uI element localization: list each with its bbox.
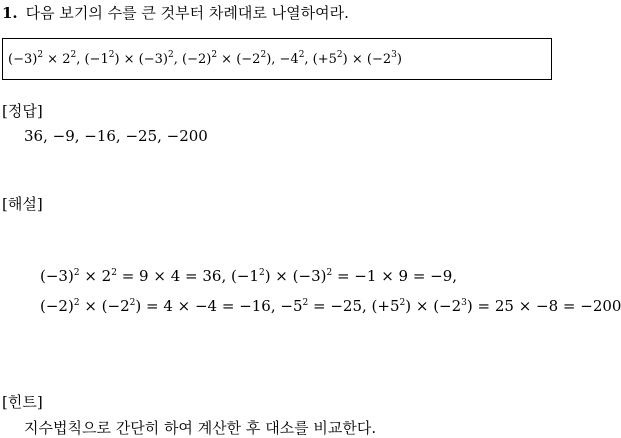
question-text: 다음 보기의 수를 큰 것부터 차례대로 나열하여라. [25,4,349,22]
explanation-label: [해설] [2,195,43,213]
explanation-line-1: $(-3)^2 \times 2^2 = 9 \times 4 = 36$, $(-1^2) \times (-3)^2 = -1 \times 9 = -9$, [40,267,458,285]
answer-text: 36, −9, −16, −25, −200 [24,127,208,145]
answer-label: [정답] [2,102,43,120]
choices-box [2,38,552,80]
hint-text: 지수법칙으로 간단히 하여 계산한 후 대소를 비교한다. [24,419,377,437]
hint-label: [힌트] [2,393,43,411]
explanation-line-2: $(-2)^2 \times (-2^2) = 4 \times -4 = -16$, $-5^2 = -25$, $(+5^2) \times (-2^3) = 25 \times -8 = -200$ [40,297,621,315]
choices-list: $(-3)^2 \times 2^2$, $(-1^2) \times (-3)^2$, $(-2)^2 \times (-2^2)$, $-4^2$, $(+5^2) \times (-2^3)$ [8,50,402,67]
question [2,2,349,23]
question-number: 1. [2,4,18,22]
